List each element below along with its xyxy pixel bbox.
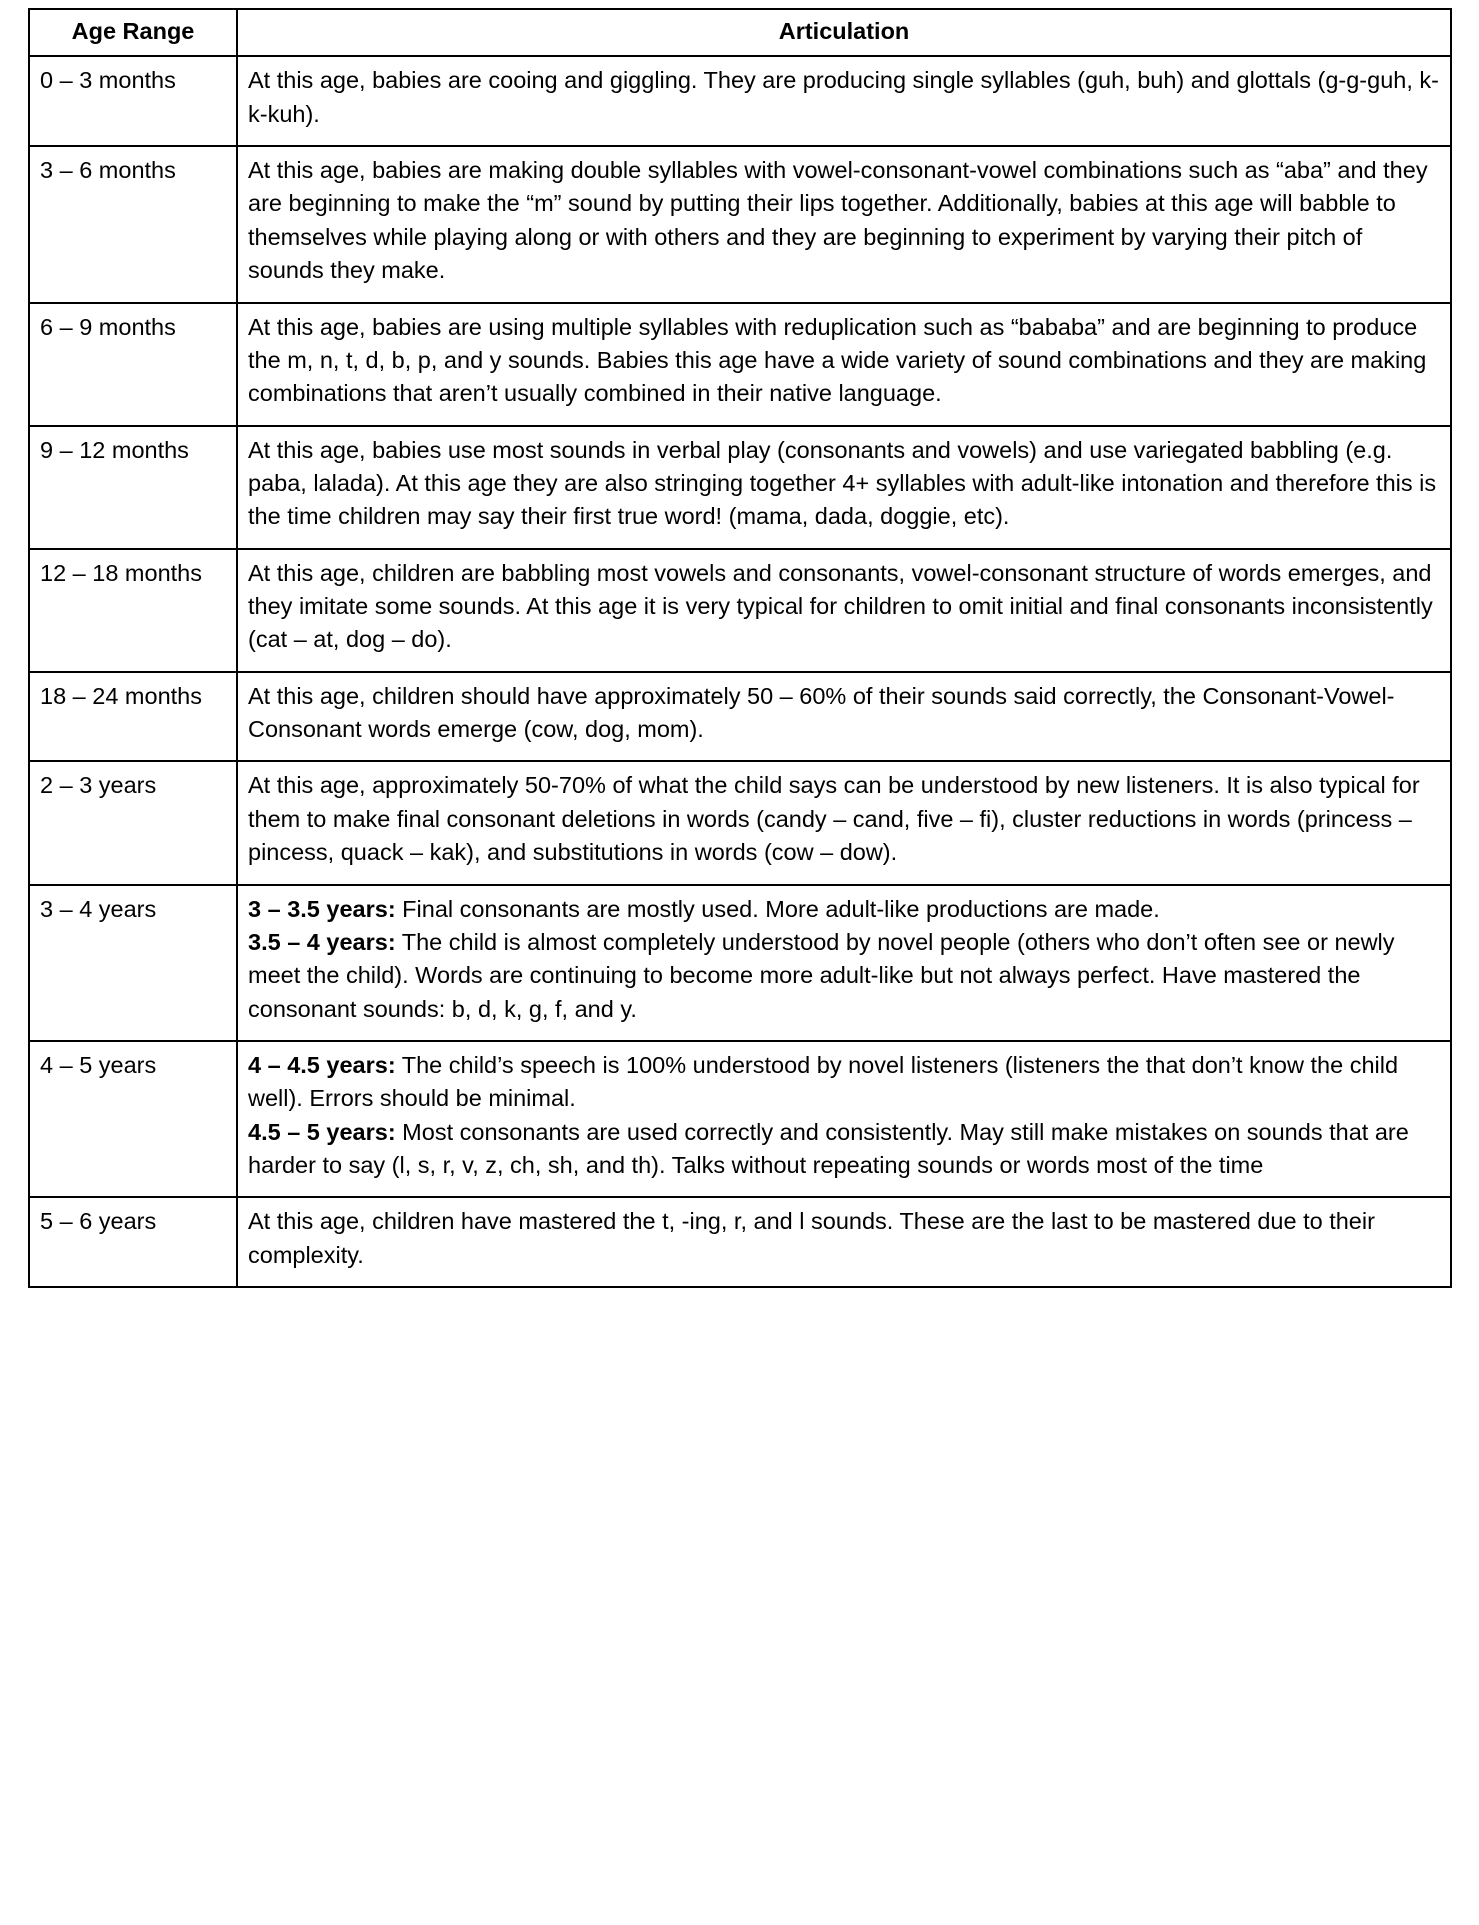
table-row: [29, 885, 1451, 1041]
paragraph-text: At this age, children should have approximately 50 – 60% of their sounds said correctly, the Consonant-Vowel-Consonant words emerge (cow, dog, mom).: [248, 682, 1395, 743]
age-range-cell: 18 – 24 months: [29, 672, 237, 762]
articulation-paragraph: [248, 154, 1440, 287]
paragraph-text: Final consonants are mostly used. More adult-like productions are made.: [395, 895, 1160, 922]
column-header-age-range: Age Range: [29, 9, 237, 56]
paragraph-lead-label: 4.5 – 5 years:: [248, 1118, 396, 1145]
articulation-cell: [237, 761, 1451, 884]
articulation-paragraph: [248, 1205, 1440, 1272]
paragraph-text: Most consonants are used correctly and consistently. May still make mistakes on sounds that are harder to say (l, s, r, v, z, ch, sh, and th). Talks without repeating sounds or words most of the time: [248, 1118, 1409, 1179]
articulation-cell: [237, 549, 1451, 672]
paragraph-text: At this age, babies are making double syllables with vowel-consonant-vowel combinations such as “aba” and they are beginning to make the “m” sound by putting their lips together. Additionally, babies at this age will babble to themselves while playing along or with others and they are beginning to experiment by varying their pitch of sounds they make.: [248, 157, 1428, 284]
table-row: [29, 56, 1451, 146]
paragraph-text: The child is almost completely understood by novel people (others who don’t often see or newly meet the child). Words are continuing to become more adult-like but not always perfect. Have mastered the consonant sounds: b, d, k, g, f, and y.: [248, 928, 1395, 1022]
articulation-paragraph: [248, 1049, 1440, 1116]
paragraph-text: At this age, approximately 50-70% of what the child says can be understood by new listeners. It is also typical for them to make final consonant deletions in words (candy – cand, five – fi), cluster reductions in words (princess – pincess, quack – kak), and substitutions in words (cow – dow).: [248, 772, 1420, 866]
paragraph-text: At this age, children are babbling most vowels and consonants, vowel-consonant structure of words emerges, and they imitate some sounds. At this age it is very typical for children to omit initial and final consonants inconsistently (cat – at, dog – do).: [248, 559, 1433, 653]
articulation-development-table: [28, 8, 1452, 1288]
paragraph-lead-label: 4 – 4.5 years:: [248, 1051, 396, 1078]
table-row: [29, 146, 1451, 302]
paragraph-lead-label: 3.5 – 4 years:: [248, 928, 396, 955]
articulation-paragraph: [248, 680, 1440, 747]
age-range-cell: 2 – 3 years: [29, 761, 237, 884]
paragraph-lead-label: 3 – 3.5 years:: [248, 895, 396, 922]
age-range-cell: 3 – 4 years: [29, 885, 237, 1041]
articulation-paragraph: [248, 1116, 1440, 1183]
articulation-paragraph: [248, 893, 1440, 926]
table-header-row: [29, 9, 1451, 56]
articulation-cell: [237, 56, 1451, 146]
age-range-cell: 4 – 5 years: [29, 1041, 237, 1197]
table-row: [29, 672, 1451, 762]
column-header-articulation: Articulation: [237, 9, 1451, 56]
paragraph-text: At this age, babies are cooing and giggling. They are producing single syllables (guh, buh) and glottals (g-g-guh, k-k-kuh).: [248, 67, 1439, 127]
paragraph-text: At this age, babies are using multiple syllables with reduplication such as “bababa” and are beginning to produce the m, n, t, d, b, p, and y sounds. Babies this age have a wide variety of sound combinations and they are making combinations that aren’t usually combined in their native language.: [248, 313, 1427, 407]
articulation-cell: [237, 426, 1451, 549]
table-header: [29, 9, 1451, 56]
age-range-cell: 3 – 6 months: [29, 146, 237, 302]
articulation-cell: [237, 1041, 1451, 1197]
table-row: [29, 303, 1451, 426]
table-row: [29, 761, 1451, 884]
age-range-cell: 6 – 9 months: [29, 303, 237, 426]
articulation-cell: [237, 303, 1451, 426]
articulation-paragraph: [248, 926, 1440, 1026]
articulation-paragraph: [248, 769, 1440, 869]
articulation-paragraph: [248, 64, 1440, 131]
articulation-paragraph: [248, 311, 1440, 411]
age-range-cell: 12 – 18 months: [29, 549, 237, 672]
age-range-cell: 0 – 3 months: [29, 56, 237, 146]
table-row: [29, 549, 1451, 672]
articulation-cell: [237, 1197, 1451, 1287]
articulation-cell: [237, 672, 1451, 762]
articulation-paragraph: [248, 434, 1440, 534]
table-row: [29, 1197, 1451, 1287]
paragraph-text: The child’s speech is 100% understood by novel listeners (listeners the that don’t know the child well). Errors should be minimal.: [248, 1051, 1399, 1112]
articulation-cell: [237, 885, 1451, 1041]
table-body: [29, 56, 1451, 1287]
age-range-cell: 5 – 6 years: [29, 1197, 237, 1287]
articulation-paragraph: [248, 557, 1440, 657]
age-range-cell: 9 – 12 months: [29, 426, 237, 549]
paragraph-text: At this age, babies use most sounds in verbal play (consonants and vowels) and use variegated babbling (e.g. paba, lalada). At this age they are also stringing together 4+ syllables with adult-like intonation and therefore this is the time children may say their first true word! (mama, dada, doggie, etc).: [248, 436, 1437, 530]
paragraph-text: At this age, children have mastered the t, -ing, r, and l sounds. These are the last to be mastered due to their complexity.: [248, 1208, 1375, 1268]
articulation-cell: [237, 146, 1451, 302]
table-row: [29, 1041, 1451, 1197]
table-row: [29, 426, 1451, 549]
